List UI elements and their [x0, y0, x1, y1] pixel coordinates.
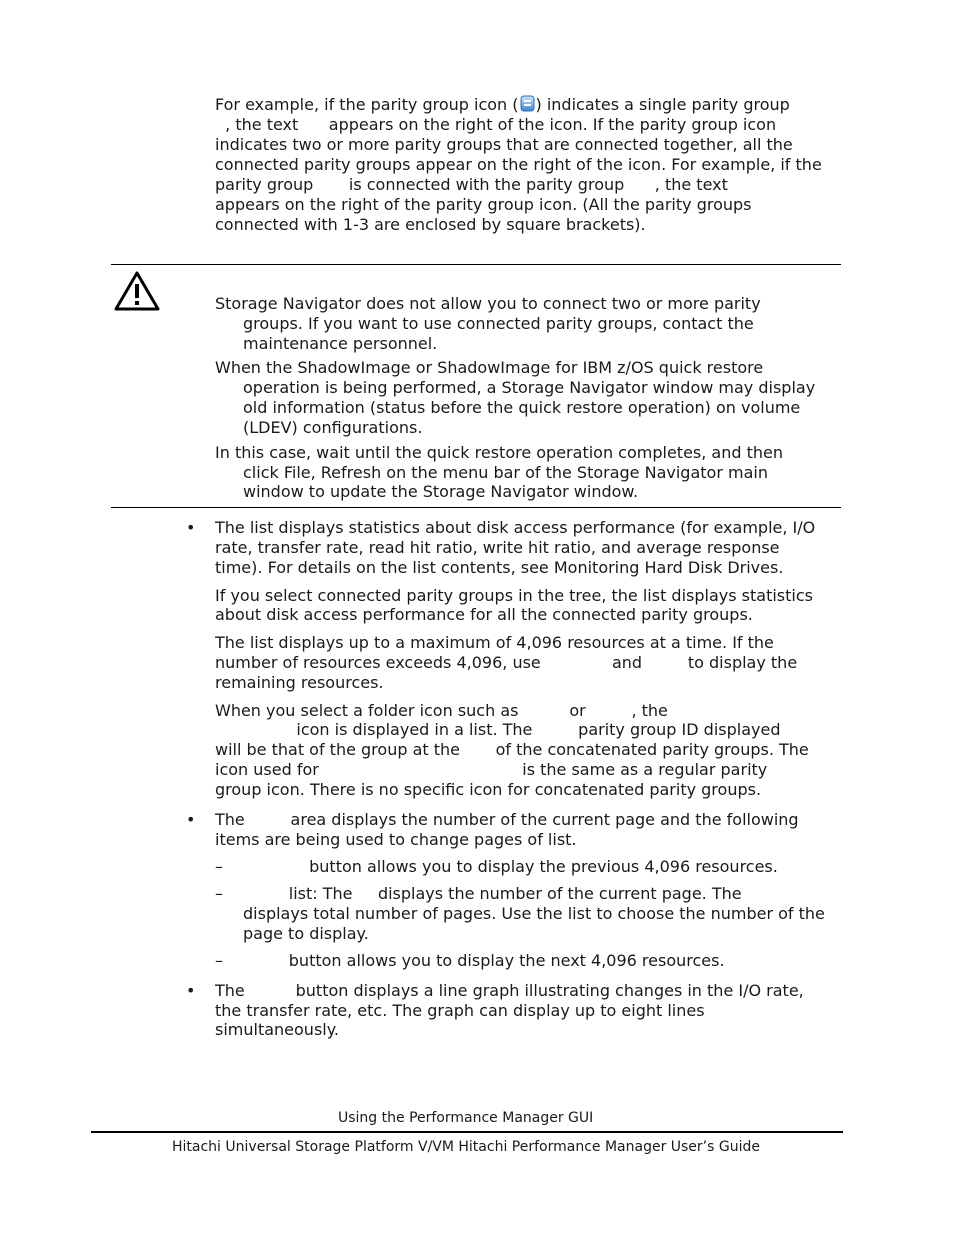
bullet-3-marker: • [186, 981, 196, 1000]
parity-group-icon [519, 95, 536, 112]
intro-line-1b: ) indicates a single parity group [535, 95, 790, 114]
bullet-1-line-1: The list displays statistics about disk access performance (for example, I/O [215, 518, 816, 537]
intro-line-7: connected with 1-3 are enclosed by square brackets). [215, 215, 646, 234]
dash-2-marker: – [215, 884, 223, 903]
caution-top-rule [111, 264, 841, 265]
intro-line-6: appears on the right of the parity group icon. (All the parity groups [215, 195, 752, 214]
warning-triangle-icon [113, 270, 161, 312]
caution-item-3-line-2: click File, Refresh on the menu bar of the Storage Navigator main [243, 463, 768, 482]
para-3-line-2: icon is displayed in a list. The parity group ID displayed [215, 720, 781, 739]
bullet-2-line-1: The area displays the number of the current page and the following [215, 810, 799, 829]
para-3-line-4: icon used for is the same as a regular parity [215, 760, 768, 779]
caution-item-3-line-1: In this case, wait until the quick restore operation completes, and then [215, 443, 783, 462]
caution-item-2-line-3: old information (status before the quick restore operation) on volume [243, 398, 801, 417]
intro-line-4: connected parity groups appear on the right of the icon. For example, if the [215, 155, 822, 174]
para-1-line-1: If you select connected parity groups in the tree, the list displays statistics [215, 586, 813, 605]
caution-item-1-line-2: groups. If you want to use connected parity groups, contact the [243, 314, 754, 333]
bullet-1-line-2: rate, transfer rate, read hit ratio, write hit ratio, and average response [215, 538, 780, 557]
dash-3-marker: – [215, 951, 223, 970]
caution-item-1-line-3: maintenance personnel. [243, 334, 438, 353]
bullet-2-marker: • [186, 810, 196, 829]
caution-item-3-line-3: window to update the Storage Navigator window. [243, 482, 639, 501]
para-3-line-5: group icon. There is no specific icon for concatenated parity groups. [215, 780, 762, 799]
bullet-1-line-3: time). For details on the list contents, see Monitoring Hard Disk Drives. [215, 558, 784, 577]
intro-line-2: , the text appears on the right of the icon. If the parity group icon [215, 115, 777, 134]
dash-1-line-1: button allows you to display the previous 4,096 resources. [243, 857, 778, 876]
footer-section-title: Using the Performance Manager GUI [338, 1110, 594, 1126]
para-3-line-1: When you select a folder icon such as or , the [215, 701, 668, 720]
para-2-line-2: number of resources exceeds 4,096, use and to display the [215, 653, 798, 672]
caution-item-1-line-1: Storage Navigator does not allow you to connect two or more parity [215, 294, 761, 313]
caution-item-2-line-4: (LDEV) configurations. [243, 418, 423, 437]
para-3-line-3: will be that of the group at the of the concatenated parity groups. The [215, 740, 809, 759]
intro-line-3: indicates two or more parity groups that are connected together, all the [215, 135, 793, 154]
caution-item-2-line-2: operation is being performed, a Storage Navigator window may display [243, 378, 816, 397]
bullet-3-line-3: simultaneously. [215, 1020, 339, 1039]
bullet-2-line-2: items are being used to change pages of list. [215, 830, 577, 849]
caution-bottom-rule [111, 507, 841, 508]
intro-line-5: parity group is connected with the parity group , the text [215, 175, 728, 194]
intro-line-1 [215, 95, 790, 115]
para-1-line-2: about disk access performance for all the connected parity groups. [215, 605, 753, 624]
para-2-line-3: remaining resources. [215, 673, 384, 692]
bullet-1-marker: • [186, 518, 196, 537]
footer-rule [91, 1131, 843, 1133]
dash-2-line-2: displays total number of pages. Use the list to choose the number of the [243, 904, 825, 923]
caution-item-2-line-1: When the ShadowImage or ShadowImage for IBM z/OS quick restore [215, 358, 764, 377]
para-2-line-1: The list displays up to a maximum of 4,096 resources at a time. If the [215, 633, 774, 652]
dash-2-line-1: list: The displays the number of the current page. The [243, 884, 742, 903]
intro-line-1a: For example, if the parity group icon ( [215, 95, 519, 114]
bullet-3-line-1: The button displays a line graph illustrating changes in the I/O rate, [215, 981, 804, 1000]
bullet-3-line-2: the transfer rate, etc. The graph can display up to eight lines [215, 1001, 705, 1020]
dash-3-line-1: button allows you to display the next 4,096 resources. [243, 951, 725, 970]
dash-2-line-3: page to display. [243, 924, 369, 943]
footer-document-title: Hitachi Universal Storage Platform V/VM Hitachi Performance Manager User’s Guide [172, 1139, 760, 1155]
dash-1-marker: – [215, 857, 223, 876]
